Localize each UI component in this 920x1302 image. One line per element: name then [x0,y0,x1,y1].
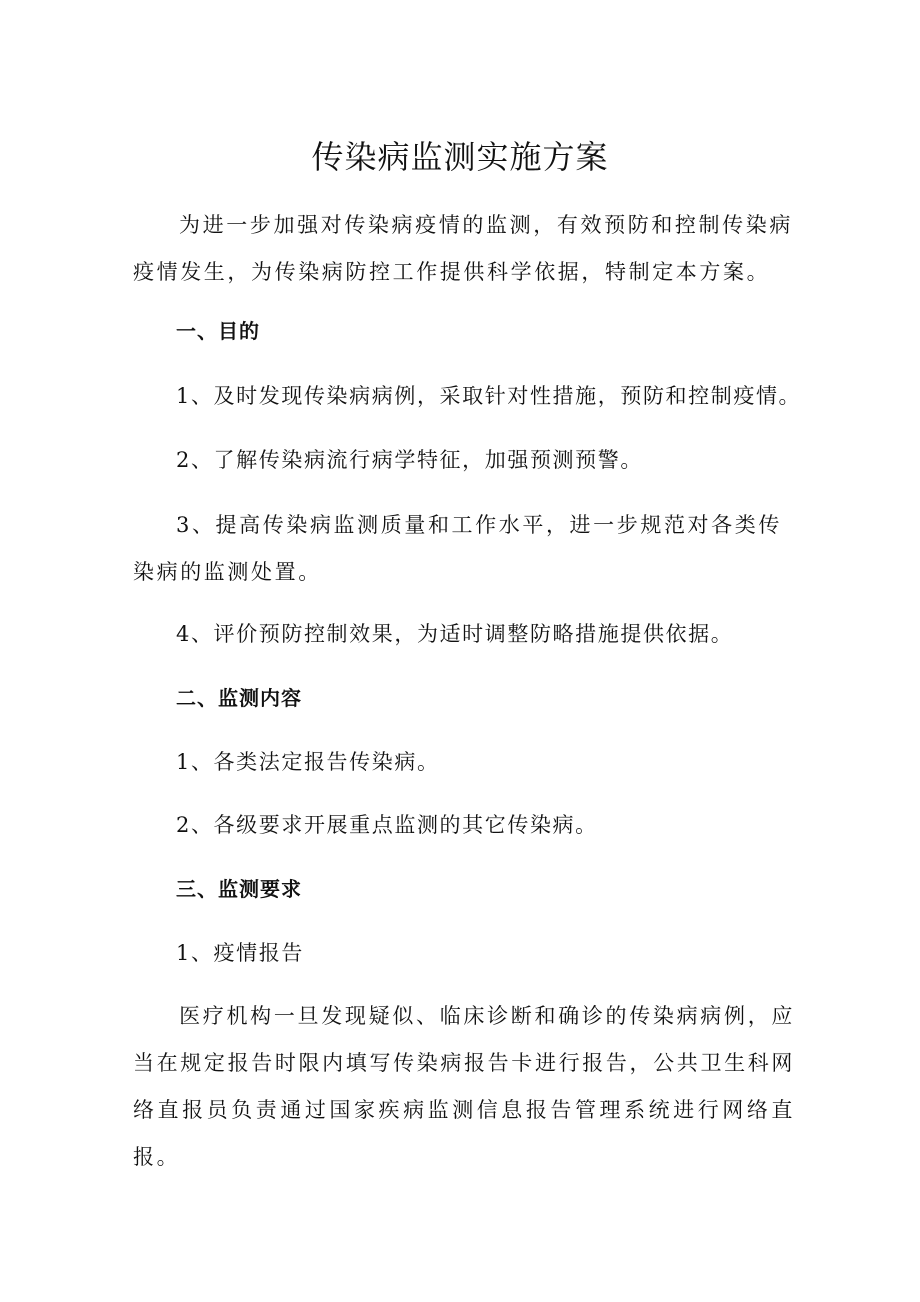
purpose-item-3 [133,502,795,596]
purpose-item-4: 4、评价预防控制效果，为适时调整防略措施提供依据。 [176,622,734,646]
section-heading-requirements: 三、监测要求 [176,877,302,901]
reporting-paragraph [133,993,795,1181]
content-item-1: 1、各类法定报告传染病。 [176,750,440,774]
purpose-item-3-text: 3、提高传染病监测质量和工作水平，进一步规范对各类传染病的监测处置。 [133,513,782,584]
content-item-2: 2、各级要求开展重点监测的其它传染病。 [176,813,598,837]
reporting-text: 医疗机构一旦发现疑似、临床诊断和确诊的传染病病例，应当在规定报告时限内填写传染病报告卡进行报告，公共卫生科网络直报员负责通过国家疾病监测信息报告管理系统进行网络直报。 [133,1004,795,1169]
intro-text: 为进一步加强对传染病疫情的监测，有效预防和控制传染病疫情发生，为传染病防控工作提供科学依据，特制定本方案。 [133,213,793,284]
document-title: 传染病监测实施方案 [311,138,609,176]
section-heading-content: 二、监测内容 [176,686,302,710]
section-heading-purpose: 一、目的 [176,319,260,343]
purpose-item-2: 2、了解传染病流行病学特征，加强预测预警。 [176,448,643,472]
requirements-subheading: 1、疫情报告 [176,941,304,965]
intro-paragraph [133,202,793,296]
purpose-item-1: 1、及时发现传染病病例，采取针对性措施，预防和控制疫情。 [176,384,802,408]
